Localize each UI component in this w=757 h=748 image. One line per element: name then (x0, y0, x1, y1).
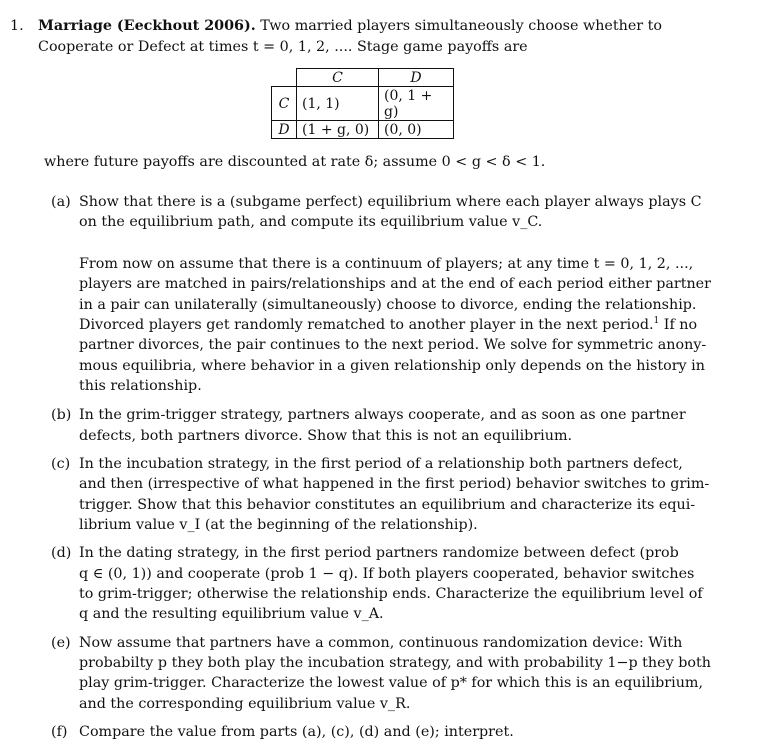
payoff-col-header: D (379, 69, 454, 87)
part-d-line: q ∈ (0, 1)) and cooperate (prob 1 − q). If both players cooperated, behavior switches (79, 566, 695, 582)
continuum-line: If no (663, 317, 698, 333)
part-b-label: (b) (51, 407, 72, 423)
continuum-line: this relationship. (79, 378, 202, 394)
part-f-label: (f) (51, 724, 68, 740)
payoff-header-row (272, 69, 454, 87)
part-c-line: trigger. Show that this behavior constitutes an equilibrium and characterize its equi- (79, 497, 696, 513)
part-c-line: In the incubation strategy, in the first period of a relationship both partners defect, (79, 456, 683, 472)
payoff-row-label: C (272, 87, 297, 121)
payoff-cell: (0, 0) (379, 121, 454, 139)
payoff-cell: (0, 1 + g) (379, 87, 454, 121)
payoff-table (271, 68, 454, 139)
part-a-line: Show that there is a (subgame perfect) equilibrium where each player always plays C (79, 194, 702, 210)
payoff-row (272, 121, 454, 139)
problem-title: Marriage (Eeckhout 2006). (38, 18, 256, 34)
part-e-line: play grim-trigger. Characterize the lowest value of p* for which this is an equilibrium, (79, 675, 704, 691)
payoff-row (272, 87, 454, 121)
part-e-line: Now assume that partners have a common, continuous randomization device: With (79, 635, 683, 651)
problem-number: 1. (10, 18, 24, 34)
part-c-label: (c) (51, 456, 71, 472)
part-b-line: defects, both partners divorce. Show that this is not an equilibrium. (79, 428, 573, 444)
payoff-col-header: C (297, 69, 379, 87)
part-b-line: In the grim-trigger strategy, partners always cooperate, and as soon as one partner (79, 407, 686, 423)
part-c-line: librium value v_I (at the beginning of the relationship). (79, 517, 478, 533)
payoff-corner (272, 69, 297, 87)
continuum-line: players are matched in pairs/relationships and at the end of each period either partner (79, 276, 711, 292)
part-a-label: (a) (51, 194, 71, 210)
problem-intro-line2: Cooperate or Defect at times t = 0, 1, 2, .... Stage game payoffs are (38, 39, 528, 55)
part-f-line: Compare the value from parts (a), (c), (d) and (e); interpret. (79, 724, 514, 740)
payoff-cell: (1, 1) (297, 87, 379, 121)
discount-line: where future payoffs are discounted at rate δ; assume 0 < g < δ < 1. (44, 154, 546, 170)
continuum-line: in a pair can unilaterally (simultaneously) choose to divorce, ending the relationship. (79, 297, 697, 313)
part-d-line: q and the resulting equilibrium value v_A. (79, 606, 384, 622)
continuum-line: From now on assume that there is a continuum of players; at any time t = 0, 1, 2, ..., (79, 256, 694, 272)
part-e-line: and the corresponding equilibrium value v_R. (79, 696, 411, 712)
part-d-label: (d) (51, 545, 72, 561)
footnote-mark: 1 (653, 316, 660, 327)
part-d-line: In the dating strategy, in the first period partners randomize between defect (prob (79, 545, 679, 561)
part-c-line: and then (irrespective of what happened in the first period) behavior switches to grim- (79, 476, 710, 492)
continuum-line: mous equilibria, where behavior in a given relationship only depends on the history in (79, 358, 705, 374)
part-e-label: (e) (51, 635, 71, 651)
payoff-row-label: D (272, 121, 297, 139)
problem-intro: Two married players simultaneously choose whether to (260, 18, 663, 34)
continuum-line-with-footnote (79, 315, 697, 335)
problem-header (38, 16, 662, 36)
part-e-line: probabilty p they both play the incubation strategy, and with probability 1−p they both (79, 655, 711, 671)
part-d-line: to grim-trigger; otherwise the relationship ends. Characterize the equilibrium level of (79, 586, 703, 602)
part-a-line: on the equilibrium path, and compute its equilibrium value v_C. (79, 214, 543, 230)
continuum-line: Divorced players get randomly rematched to another player in the next period. (79, 317, 654, 333)
continuum-line: partner divorces, the pair continues to the next period. We solve for symmetric anony- (79, 337, 707, 353)
payoff-cell: (1 + g, 0) (297, 121, 379, 139)
